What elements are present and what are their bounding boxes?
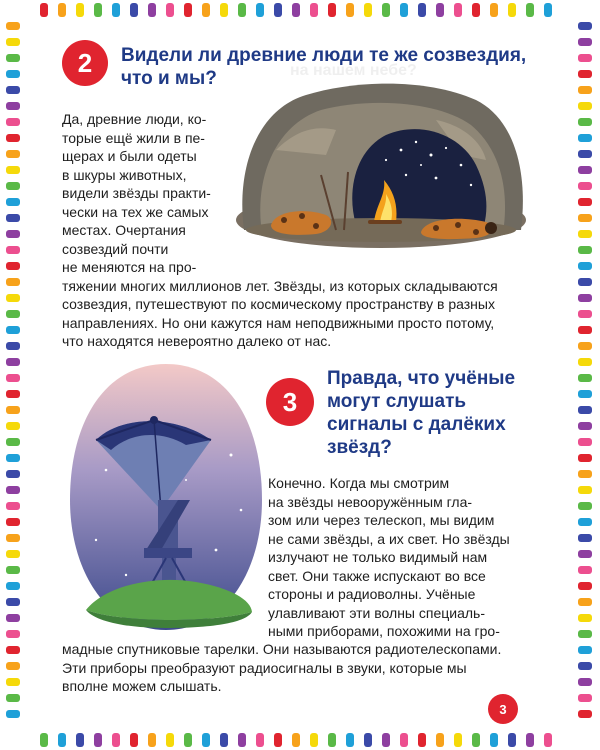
section-3-text <box>268 474 510 641</box>
confetti-square <box>6 422 20 430</box>
confetti-square <box>578 326 592 334</box>
confetti-square <box>578 710 592 718</box>
confetti-square <box>382 3 390 17</box>
text-line: созвездий почти <box>62 240 169 257</box>
confetti-square <box>6 118 20 126</box>
confetti-square <box>130 3 138 17</box>
confetti-square <box>6 662 20 670</box>
section-3-heading <box>327 367 515 459</box>
confetti-square <box>578 454 592 462</box>
confetti-square <box>166 733 174 747</box>
confetti-square <box>578 182 592 190</box>
confetti-square <box>6 534 20 542</box>
confetti-square <box>130 733 138 747</box>
confetti-square <box>40 733 48 747</box>
radio-telescope-illustration <box>66 360 266 642</box>
confetti-square <box>578 278 592 286</box>
confetti-square <box>544 3 552 17</box>
confetti-square <box>6 374 20 382</box>
confetti-square <box>578 534 592 542</box>
text-line: не сами звёзды, а их свет. Но звёзды <box>268 530 510 547</box>
confetti-square <box>578 214 592 222</box>
text-line: видели звёзды практи- <box>62 185 211 201</box>
confetti-square <box>292 733 300 747</box>
text-line: на звёзды невооружённым гла- <box>268 493 473 510</box>
confetti-square <box>328 733 336 747</box>
confetti-square <box>6 454 20 462</box>
confetti-square <box>184 733 192 747</box>
confetti-square <box>578 662 592 670</box>
confetti-square <box>328 3 336 17</box>
confetti-square <box>578 422 592 430</box>
confetti-square <box>166 3 174 17</box>
confetti-square <box>436 733 444 747</box>
text-line: Да, древние люди, ко- <box>62 111 207 127</box>
confetti-square <box>6 166 20 174</box>
confetti-square <box>490 733 498 747</box>
text-line: мадные спутниковые тарелки. Они называются радиотелескопами. <box>62 641 502 657</box>
confetti-square <box>6 710 20 718</box>
confetti-square <box>364 3 372 17</box>
confetti-square <box>6 470 20 478</box>
confetti-square <box>310 3 318 17</box>
confetti-square <box>578 518 592 526</box>
confetti-square <box>6 54 20 62</box>
confetti-square <box>578 470 592 478</box>
confetti-square <box>436 3 444 17</box>
confetti-square <box>508 733 516 747</box>
text-line: направлениях. Но они кажутся нам неподвижными просто потому, <box>62 314 495 331</box>
confetti-square <box>6 678 20 686</box>
text-line: ными приборами, похожими на гро- <box>268 623 500 639</box>
confetti-square <box>578 230 592 238</box>
confetti-square <box>578 342 592 350</box>
confetti-square <box>382 733 390 747</box>
section-2-text <box>62 110 498 351</box>
confetti-square <box>490 3 498 17</box>
confetti-square <box>6 70 20 78</box>
heading-line: могут слушать <box>327 391 467 412</box>
confetti-square <box>6 502 20 510</box>
confetti-square <box>58 733 66 747</box>
confetti-square <box>578 102 592 110</box>
confetti-square <box>6 630 20 638</box>
confetti-square <box>6 342 20 350</box>
confetti-square <box>418 733 426 747</box>
confetti-square <box>112 733 120 747</box>
confetti-square <box>578 358 592 366</box>
confetti-square <box>94 733 102 747</box>
section-3-number-badge <box>266 378 314 426</box>
confetti-square <box>454 3 462 17</box>
confetti-square <box>578 614 592 622</box>
confetti-square <box>6 390 20 398</box>
text-line: торые ещё жили в пе- <box>62 129 205 146</box>
heading-line: звёзд? <box>327 437 392 458</box>
confetti-square <box>578 678 592 686</box>
confetti-square <box>6 22 20 30</box>
text-line: излучают не только видимый нам <box>268 549 488 565</box>
confetti-square <box>578 70 592 78</box>
text-line: что находятся невероятно далеко от нас. <box>62 333 332 349</box>
confetti-square <box>6 86 20 94</box>
text-line: чески на тех же самых <box>62 203 209 220</box>
confetti-square <box>578 310 592 318</box>
text-line: улавливают эти волны специаль- <box>268 604 485 621</box>
confetti-square <box>256 733 264 747</box>
confetti-square <box>578 22 592 30</box>
confetti-square <box>578 438 592 446</box>
confetti-square <box>6 198 20 206</box>
confetti-square <box>292 3 300 17</box>
confetti-square <box>58 3 66 17</box>
confetti-square <box>6 102 20 110</box>
confetti-square <box>578 134 592 142</box>
page-number-badge <box>488 694 518 724</box>
confetti-square <box>578 502 592 510</box>
confetti-square <box>346 3 354 17</box>
text-line: Эти приборы преобразуют радиосигналы в звуки, которые мы <box>62 659 467 676</box>
confetti-square <box>6 566 20 574</box>
confetti-square <box>202 3 210 17</box>
confetti-square <box>472 733 480 747</box>
confetti-square <box>578 246 592 254</box>
confetti-square <box>578 646 592 654</box>
confetti-square <box>526 3 534 17</box>
confetti-square <box>310 733 318 747</box>
confetti-square <box>40 3 48 17</box>
confetti-square <box>454 733 462 747</box>
text-line: местах. Очертания <box>62 222 186 238</box>
confetti-square <box>6 438 20 446</box>
confetti-square <box>364 733 372 747</box>
text-line: Конечно. Когда мы смотрим <box>268 475 450 491</box>
confetti-square <box>94 3 102 17</box>
confetti-square <box>578 166 592 174</box>
confetti-square <box>6 182 20 190</box>
confetti-square <box>578 694 592 702</box>
confetti-square <box>6 294 20 302</box>
confetti-square <box>400 733 408 747</box>
confetti-square <box>6 38 20 46</box>
confetti-square <box>578 598 592 606</box>
confetti-square <box>578 262 592 270</box>
section-3-number: 3 <box>282 386 298 417</box>
confetti-square <box>578 54 592 62</box>
confetti-square <box>6 278 20 286</box>
confetti-square <box>6 214 20 222</box>
confetti-square <box>578 630 592 638</box>
confetti-square <box>400 3 408 17</box>
confetti-square <box>6 582 20 590</box>
confetti-square <box>256 3 264 17</box>
confetti-square <box>578 582 592 590</box>
confetti-square <box>578 374 592 382</box>
confetti-square <box>6 134 20 142</box>
confetti-square <box>578 406 592 414</box>
confetti-square <box>148 733 156 747</box>
confetti-square <box>472 3 480 17</box>
confetti-square <box>202 733 210 747</box>
confetti-square <box>6 694 20 702</box>
confetti-square <box>148 3 156 17</box>
section-2-number: 2 <box>77 47 93 78</box>
confetti-square <box>6 230 20 238</box>
confetti-square <box>578 198 592 206</box>
section-3-text-continued <box>62 640 501 696</box>
confetti-square <box>578 550 592 558</box>
heading-line: Правда, что учёные <box>327 368 516 389</box>
text-line: созвездия, путешествуют по космическому пространству в разных <box>62 296 495 312</box>
text-line: в шкуры животных, <box>62 166 187 183</box>
confetti-square <box>220 733 228 747</box>
confetti-square <box>112 3 120 17</box>
confetti-square <box>76 3 84 17</box>
confetti-square <box>274 733 282 747</box>
confetti-square <box>544 733 552 747</box>
confetti-square <box>578 390 592 398</box>
confetti-square <box>6 150 20 158</box>
confetti-square <box>6 262 20 270</box>
confetti-square <box>578 118 592 126</box>
section-2-number-badge <box>62 40 108 86</box>
confetti-square <box>346 733 354 747</box>
confetti-square <box>578 486 592 494</box>
heading-line: Видели ли древние люди те же созвездия, <box>121 45 527 66</box>
confetti-square <box>6 326 20 334</box>
text-line: стороны и радиоволны. Учёные <box>268 586 476 602</box>
text-line: свет. Они также испускают во все <box>268 567 486 584</box>
confetti-square <box>6 406 20 414</box>
confetti-square <box>6 518 20 526</box>
confetti-square <box>184 3 192 17</box>
confetti-square <box>6 486 20 494</box>
confetti-square <box>578 150 592 158</box>
confetti-square <box>6 614 20 622</box>
confetti-square <box>578 38 592 46</box>
confetti-square <box>578 566 592 574</box>
page-number: 3 <box>499 701 507 717</box>
text-line: тяжении многих миллионов лет. Звёзды, из которых складываются <box>62 277 498 294</box>
confetti-square <box>508 3 516 17</box>
text-line: вполне можем слышать. <box>62 678 222 694</box>
confetti-square <box>6 246 20 254</box>
confetti-square <box>6 646 20 654</box>
confetti-square <box>6 550 20 558</box>
confetti-square <box>6 310 20 318</box>
confetti-square <box>238 3 246 17</box>
confetti-square <box>418 3 426 17</box>
confetti-square <box>578 294 592 302</box>
confetti-square <box>6 358 20 366</box>
text-line: не меняются на про- <box>62 259 197 275</box>
confetti-square <box>6 598 20 606</box>
text-line: зом или через телескоп, мы видим <box>268 512 495 528</box>
confetti-square <box>578 86 592 94</box>
bleed-through: на нашем небе? <box>290 62 417 79</box>
confetti-square <box>526 733 534 747</box>
heading-line: что и мы? <box>121 68 217 89</box>
confetti-square <box>238 733 246 747</box>
confetti-square <box>220 3 228 17</box>
heading-line: сигналы с далёких <box>327 414 506 435</box>
text-line: щерах и были одеты <box>62 148 197 164</box>
confetti-square <box>274 3 282 17</box>
confetti-square <box>76 733 84 747</box>
